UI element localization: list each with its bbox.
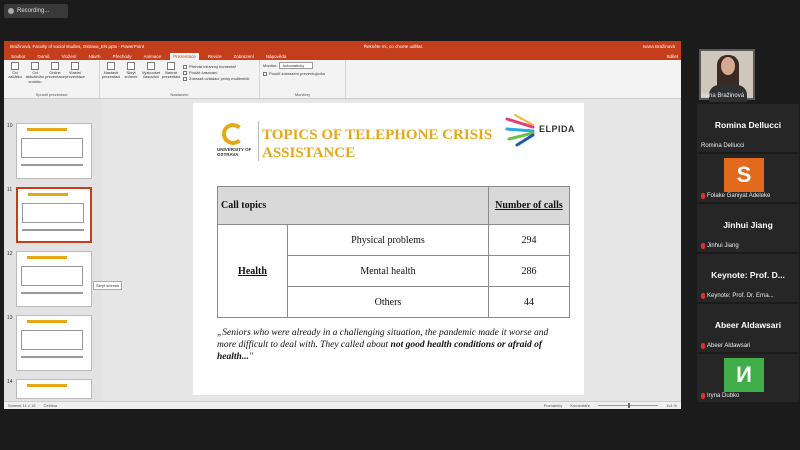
from-current-button[interactable]: Od aktuálního snímku xyxy=(27,62,43,96)
slides-icon xyxy=(71,62,79,70)
slide-thumbnail-selected[interactable] xyxy=(16,187,92,243)
record-icon xyxy=(8,8,14,14)
recording-label: Recording... xyxy=(17,8,50,14)
tab-review[interactable]: Revize xyxy=(207,54,222,59)
play-narration-checkbox[interactable]: Přehrát mluvený komentář xyxy=(183,64,249,69)
ribbon-tabs xyxy=(4,51,681,60)
thumb-number: 11 xyxy=(7,187,13,193)
group-setup: Nastavit prezentaci Skrýt snímek Vyzkoušet časování Nahrát prezentaci Přehrát mluvený komentář Použít časování Zobrazit ovládací prvky multimédií Nastavení xyxy=(100,60,260,98)
university-logo xyxy=(217,121,253,163)
ribbon xyxy=(4,60,681,99)
group-monitors: Monitor: Automaticky Použít zobrazení prezentujícího Monitory xyxy=(260,60,346,98)
quote-text: „Seniors who were already in a challenging situation, the pandemic made it worse and more difficult to deal with. They called about not good health conditions or afraid of health..." xyxy=(217,328,549,362)
participant-display-name: Jinhui Jiang xyxy=(723,220,773,230)
group-health: Health xyxy=(218,225,288,318)
from-beginning-button[interactable]: Od začátku xyxy=(7,62,23,96)
participant-tile[interactable] xyxy=(697,204,799,252)
ppt-title-bar xyxy=(4,41,681,51)
globe-icon xyxy=(51,62,59,70)
topic-cell: Mental health xyxy=(288,256,489,287)
participant-name: Ivana Bražinová xyxy=(701,93,745,99)
participant-display-name: Romina Dellucci xyxy=(714,120,782,130)
slide-thumbnail[interactable] xyxy=(16,123,92,179)
rehearse-timings-button[interactable]: Vyzkoušet časování xyxy=(143,62,159,96)
mic-muted-icon xyxy=(701,293,705,299)
tab-file[interactable]: Soubor xyxy=(11,54,26,59)
slide-thumbnail[interactable] xyxy=(16,251,92,307)
slide-canvas xyxy=(193,103,584,395)
table-row xyxy=(218,225,570,256)
thumb-number: 12 xyxy=(7,251,13,257)
tab-insert[interactable]: Vložení xyxy=(61,54,77,59)
participant-display-name: Keynote: Prof. D... xyxy=(711,270,785,280)
custom-show-button[interactable]: Vlastní prezentace xyxy=(67,62,83,96)
avatar: S xyxy=(724,158,764,192)
participant-tile-active-speaker[interactable] xyxy=(697,48,799,102)
timer-icon xyxy=(147,62,155,70)
participant-tile[interactable] xyxy=(697,354,799,402)
status-bar xyxy=(4,401,681,409)
tab-help[interactable]: Nápověda xyxy=(265,54,287,59)
slide-thumbnail[interactable] xyxy=(16,315,92,371)
hide-icon xyxy=(127,62,135,70)
slide-thumbnail-pane xyxy=(4,99,102,401)
tab-design[interactable]: Návrh xyxy=(88,54,101,59)
online-present-button[interactable]: Online prezentace xyxy=(47,62,63,96)
participant-name: Folake Ganiyat Adeleke xyxy=(701,193,770,199)
presenter-view-checkbox[interactable]: Použít zobrazení prezentujícího xyxy=(263,71,342,76)
elpida-rays-icon xyxy=(503,113,543,149)
participant-name: Keynote: Prof. Dr. Erna... xyxy=(701,293,774,299)
tell-me-search[interactable]: Řekněte mi, co chcete udělat. xyxy=(363,43,424,49)
tab-transitions[interactable]: Přechody xyxy=(112,54,132,59)
play-icon xyxy=(31,62,39,70)
zoom-level[interactable]: 114 % xyxy=(665,403,677,408)
tab-view[interactable]: Zobrazení xyxy=(233,54,254,59)
call-topics-table xyxy=(217,186,570,318)
thumb-number: 10 xyxy=(7,123,13,129)
recording-indicator[interactable] xyxy=(4,4,68,18)
table-header-row xyxy=(218,187,570,225)
topic-cell: Physical problems xyxy=(288,225,489,256)
slide-thumbnail[interactable] xyxy=(16,379,92,399)
setup-show-button[interactable]: Nastavit prezentaci xyxy=(103,62,119,96)
participant-tile[interactable] xyxy=(697,254,799,302)
record-show-button[interactable]: Nahrát prezentaci xyxy=(163,62,179,96)
participant-tile[interactable] xyxy=(697,154,799,202)
calls-cell: 286 xyxy=(488,256,569,287)
play-icon xyxy=(11,62,19,70)
setup-icon xyxy=(107,62,115,70)
ppt-user-name: Ivana Bražinová xyxy=(642,43,675,49)
share-button[interactable]: Sdílet xyxy=(666,54,678,59)
hide-slide-tooltip: Skrýt snímek xyxy=(93,281,122,290)
logo-text: UNIVERSITY OF OSTRAVA xyxy=(217,147,252,157)
elpida-text: ELPIDA xyxy=(539,124,576,134)
slide-title: TOPICS OF TELEPHONE CRISIS ASSISTANCE xyxy=(262,127,493,161)
participant-name: Abeer Aldawsari xyxy=(701,343,750,349)
participant-name: Iryna Dubko xyxy=(701,393,739,399)
tab-animations[interactable]: Animace xyxy=(143,54,162,59)
participant-display-name: Abeer Aldawsari xyxy=(714,320,782,330)
participant-name: Romina Dellucci xyxy=(701,143,745,149)
mic-muted-icon xyxy=(701,393,705,399)
zoom-slider[interactable] xyxy=(598,405,658,406)
show-media-controls-checkbox[interactable]: Zobrazit ovládací prvky multimédií xyxy=(183,76,249,81)
quote-bold: not good health conditions or afraid of health... xyxy=(217,339,543,362)
thumb-number: 14 xyxy=(7,379,13,385)
header-number-of-calls: Number of calls xyxy=(488,187,569,225)
monitor-label: Monitor: xyxy=(263,63,278,68)
header-call-topics: Call topics xyxy=(218,187,489,225)
calls-cell: 44 xyxy=(488,287,569,318)
notes-button[interactable]: Poznámky xyxy=(543,403,563,408)
logo-emblem-icon xyxy=(222,123,244,145)
mic-muted-icon xyxy=(701,193,705,199)
language-indicator[interactable]: Čeština xyxy=(43,403,58,408)
elpida-logo xyxy=(503,113,575,149)
tab-slideshow[interactable]: Prezentace xyxy=(170,53,199,60)
avatar: И xyxy=(724,358,764,392)
divider xyxy=(258,121,259,161)
tab-home[interactable]: Domů xyxy=(37,54,50,59)
monitor-select[interactable]: Automaticky xyxy=(279,62,313,69)
comments-button[interactable]: Komentáře xyxy=(570,403,590,408)
thumb-number: 13 xyxy=(7,315,13,321)
participant-tile[interactable] xyxy=(697,304,799,352)
hide-slide-button[interactable]: Skrýt snímek xyxy=(123,62,139,96)
use-timings-checkbox[interactable]: Použít časování xyxy=(183,70,249,75)
ppt-doc-title: Bražinová, Faculty of social studies, Ostrava_EN.pptx - PowerPoint xyxy=(10,43,145,49)
mic-muted-icon xyxy=(701,243,705,249)
group-start-slideshow: Od začátku Od aktuálního snímku Online prezentace Vlastní prezentace Spustit prezentaci xyxy=(4,60,100,98)
calls-cell: 294 xyxy=(488,225,569,256)
topic-cell: Others xyxy=(288,287,489,318)
record-icon xyxy=(167,62,175,70)
participant-name: Jinhui Jiang xyxy=(701,243,739,249)
mic-muted-icon xyxy=(701,343,705,349)
slide-counter: Snímek 11 z 15 xyxy=(8,403,36,408)
participant-tile[interactable] xyxy=(697,104,799,152)
